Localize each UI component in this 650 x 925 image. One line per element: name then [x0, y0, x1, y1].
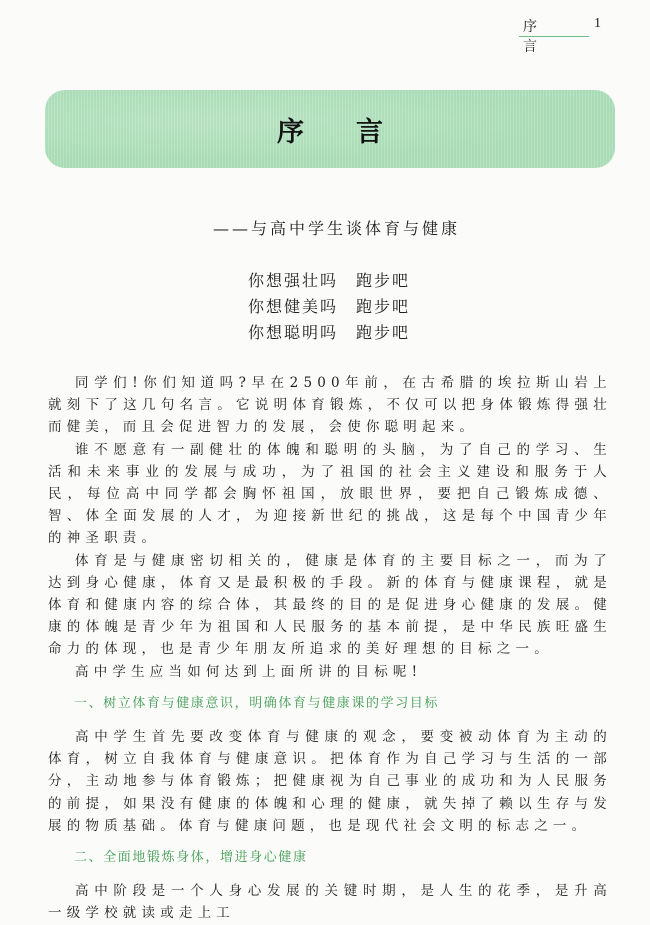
epigraph-poem — [248, 268, 410, 346]
subtitle: ——与高中学生谈体育与健康 — [213, 219, 461, 238]
paragraph: 体育是与健康密切相关的，健康是体育的主要目标之一，而为了达到身心健康，体育又是最积极的手段。新的体育与健康课程，就是体育和健康内容的综合体，其最终的目的是促进身心健康的发展。健康的体魄是青少年为祖国和人民服务的基本前提，是中华民族旺盛生命力的体现，也是青少年朋友所追求的美好理想的目标之一。 — [48, 552, 612, 658]
paragraph: 同学们!你们知道吗?早在2500年前，在古希腊的埃拉斯山岩上就刻下了这几句名言。它说明体育锻炼，不仅可以把身体锻炼得强壮而健美，而且会促进智力的发展，会使你聪明起来。 — [48, 375, 612, 436]
poem-line: 你想聪明吗 跑步吧 — [248, 323, 411, 342]
poem-line: 你想健美吗 跑步吧 — [248, 297, 411, 316]
paragraph: 谁不愿意有一副健壮的体魄和聪明的头脑，为了自己的学习、生活和未来事业的发展与成功，为了祖国的社会主义建设和服务于人民，每位高中同学都会胸怀祖国，放眼世界，要把自己锻炼成德、智、体全面发展的人才，为迎接新世纪的挑战，这是每个中国青少年的神圣职责。 — [48, 441, 612, 547]
paragraph: 高中学生应当如何达到上面所讲的目标呢! — [75, 663, 423, 680]
running-header — [519, 14, 589, 55]
poem-line: 你想强壮吗 跑步吧 — [248, 271, 411, 290]
section-heading: 二、全面地锻炼身体，增进身心健康 — [74, 850, 308, 866]
paragraph: 高中阶段是一个人身心发展的关键时期，是人生的花季，是升高一级学校就读或走上工 — [48, 883, 612, 922]
title-banner — [45, 90, 615, 168]
page-number: 1 — [594, 16, 601, 31]
running-title: 序言 — [523, 19, 561, 55]
paragraph: 高中学生首先要改变体育与健康的观念，要变被动体育为主动的体育，树立自我体育与健康意识。把体育作为自己学习与生活的一部分，主动地参与体育锻炼；把健康视为自己事业的成功和为人民服务的前提，如果没有健康的体魄和心理的健康，就失掉了赖以生存与发展的物质基础。体育与健康问题，也是现代社会文明的标志之一。 — [48, 729, 612, 834]
chapter-title: 序言 — [277, 116, 435, 148]
section-heading: 一、树立体育与健康意识，明确体育与健康课的学习目标 — [74, 695, 440, 711]
body-text — [48, 372, 612, 925]
